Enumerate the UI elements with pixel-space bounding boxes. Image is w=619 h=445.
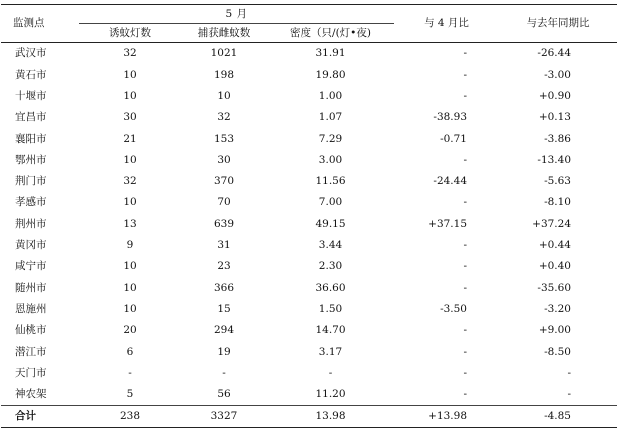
cell-site: 襄阳市 xyxy=(15,132,47,145)
cell-density: 1.07 xyxy=(318,111,343,124)
table-row xyxy=(1,384,617,406)
header-density: 密度（只/(灯•夜) xyxy=(267,24,394,43)
cell-female: 31 xyxy=(217,239,231,252)
cell-lamps: - xyxy=(128,366,132,379)
cell-density: 3.44 xyxy=(318,239,343,252)
table-row xyxy=(1,362,617,383)
table-row xyxy=(1,192,617,213)
mosquito-density-table xyxy=(1,4,617,428)
cell-vs-april: -0.71 xyxy=(440,132,467,145)
cell-density: 7.00 xyxy=(318,196,343,209)
table-row xyxy=(1,64,617,85)
cell-vs-last-year: -26.44 xyxy=(537,47,571,60)
cell-density: 49.15 xyxy=(315,217,346,230)
cell-lamps: 10 xyxy=(123,302,137,315)
table-body xyxy=(1,43,617,406)
total-label: 合计 xyxy=(1,406,79,428)
cell-female: 23 xyxy=(217,260,231,273)
cell-female: 70 xyxy=(217,196,231,209)
cell-lamps: 32 xyxy=(123,47,137,60)
cell-vs-april: - xyxy=(463,366,467,379)
cell-site: 黄冈市 xyxy=(15,239,47,252)
cell-density: 11.56 xyxy=(315,175,346,188)
table-row xyxy=(1,277,617,298)
cell-vs-last-year: -5.63 xyxy=(544,175,571,188)
header-vs-april: 与 4 月比 xyxy=(394,5,499,43)
cell-site: 十堰市 xyxy=(15,89,47,102)
cell-lamps: 13 xyxy=(123,217,137,230)
cell-female: 370 xyxy=(213,175,235,188)
header-row-top xyxy=(1,5,617,24)
cell-vs-last-year: -3.00 xyxy=(544,68,571,81)
cell-site: 仙桃市 xyxy=(15,324,47,337)
cell-vs-april: - xyxy=(463,196,467,209)
cell-female: 19 xyxy=(217,345,231,358)
table-row xyxy=(1,213,617,234)
cell-vs-april: - xyxy=(463,239,467,252)
table-row xyxy=(1,341,617,362)
cell-lamps: 32 xyxy=(123,175,137,188)
cell-vs-april: - xyxy=(463,281,467,294)
cell-density: 3.17 xyxy=(318,345,343,358)
cell-density: 11.20 xyxy=(315,388,346,401)
cell-site: 天门市 xyxy=(15,366,47,379)
cell-female: 1021 xyxy=(210,47,238,60)
cell-vs-april: - xyxy=(463,47,467,60)
cell-female: 15 xyxy=(217,302,231,315)
cell-site: 荆门市 xyxy=(15,175,47,188)
cell-vs-last-year: -35.60 xyxy=(537,281,571,294)
cell-density: 1.50 xyxy=(318,302,343,315)
cell-vs-last-year: +0.44 xyxy=(538,239,571,252)
cell-vs-april: - xyxy=(463,324,467,337)
cell-density: 14.70 xyxy=(315,324,346,337)
table-row xyxy=(1,86,617,107)
cell-vs-april: -3.50 xyxy=(440,302,467,315)
total-row xyxy=(1,406,617,428)
cell-vs-april: - xyxy=(463,153,467,166)
cell-female: 30 xyxy=(217,153,231,166)
cell-density: - xyxy=(328,366,333,379)
cell-lamps: 10 xyxy=(123,281,137,294)
cell-lamps: 10 xyxy=(123,89,137,102)
total-density: 13.98 xyxy=(267,406,394,428)
cell-site: 随州市 xyxy=(15,281,47,294)
header-lamps: 诱蚊灯数 xyxy=(79,24,181,43)
cell-vs-april: - xyxy=(463,260,467,273)
cell-site: 武汉市 xyxy=(15,47,47,60)
cell-lamps: 30 xyxy=(123,111,137,124)
cell-vs-last-year: - xyxy=(567,388,571,401)
table-row xyxy=(1,43,617,65)
cell-site: 咸宁市 xyxy=(15,260,47,273)
cell-vs-last-year: -3.86 xyxy=(544,132,571,145)
table-footer xyxy=(1,406,617,428)
header-month-group: 5 月 xyxy=(79,5,394,24)
cell-vs-april: +37.15 xyxy=(428,217,467,230)
cell-lamps: 20 xyxy=(123,324,137,337)
table-row xyxy=(1,320,617,341)
cell-lamps: 10 xyxy=(123,196,137,209)
cell-female: 32 xyxy=(217,111,231,124)
cell-female: 639 xyxy=(213,217,235,230)
cell-lamps: 5 xyxy=(126,388,134,401)
cell-lamps: 6 xyxy=(126,345,134,358)
header-site: 监测点 xyxy=(1,5,79,43)
cell-vs-april: -24.44 xyxy=(433,175,467,188)
cell-vs-last-year: -8.10 xyxy=(544,196,571,209)
cell-site: 神农架 xyxy=(15,388,47,401)
cell-site: 潜江市 xyxy=(15,345,47,358)
cell-lamps: 10 xyxy=(123,153,137,166)
cell-site: 鄂州市 xyxy=(15,153,47,166)
cell-site: 恩施州 xyxy=(15,302,47,315)
cell-vs-last-year: -3.20 xyxy=(544,302,571,315)
cell-vs-april: - xyxy=(463,345,467,358)
cell-vs-april: - xyxy=(463,89,467,102)
cell-female: 10 xyxy=(217,89,231,102)
cell-vs-april: - xyxy=(463,388,467,401)
cell-vs-last-year: +0.13 xyxy=(538,111,571,124)
cell-vs-last-year: +0.90 xyxy=(538,89,571,102)
cell-female: 294 xyxy=(213,324,235,337)
cell-vs-last-year: -8.50 xyxy=(544,345,571,358)
cell-female: 198 xyxy=(213,68,235,81)
header-vs-last-year: 与去年同期比 xyxy=(499,5,617,43)
cell-lamps: 9 xyxy=(126,239,134,252)
cell-density: 1.00 xyxy=(318,89,343,102)
cell-vs-last-year: +0.40 xyxy=(538,260,571,273)
cell-female: - xyxy=(222,366,226,379)
cell-vs-last-year: +9.00 xyxy=(538,324,571,337)
cell-female: 56 xyxy=(217,388,231,401)
cell-density: 3.00 xyxy=(318,153,343,166)
table-row xyxy=(1,107,617,128)
cell-lamps: 21 xyxy=(123,132,137,145)
cell-density: 31.91 xyxy=(315,47,346,60)
cell-vs-april: - xyxy=(463,68,467,81)
cell-lamps: 10 xyxy=(123,260,137,273)
table-row xyxy=(1,235,617,256)
table-row xyxy=(1,299,617,320)
cell-female: 153 xyxy=(213,132,235,145)
total-female: 3327 xyxy=(181,406,267,428)
cell-density: 19.80 xyxy=(315,68,346,81)
cell-density: 36.60 xyxy=(315,281,346,294)
cell-female: 366 xyxy=(213,281,235,294)
table-row xyxy=(1,171,617,192)
cell-density: 2.30 xyxy=(318,260,343,273)
cell-vs-last-year: -13.40 xyxy=(537,153,571,166)
table-row xyxy=(1,128,617,149)
table-row xyxy=(1,149,617,170)
table-header xyxy=(1,5,617,43)
cell-vs-april: -38.93 xyxy=(433,111,467,124)
total-lamps: 238 xyxy=(79,406,181,428)
cell-lamps: 10 xyxy=(123,68,137,81)
total-vs-april: +13.98 xyxy=(394,406,499,428)
total-vs-last-year: -4.85 xyxy=(499,406,617,428)
cell-density: 7.29 xyxy=(318,132,343,145)
cell-site: 荆州市 xyxy=(15,217,47,230)
cell-vs-last-year: +37.24 xyxy=(532,217,571,230)
cell-vs-last-year: - xyxy=(567,366,571,379)
header-female: 捕获雌蚊数 xyxy=(181,24,267,43)
cell-site: 黄石市 xyxy=(15,68,47,81)
cell-site: 孝感市 xyxy=(15,196,47,209)
cell-site: 宜昌市 xyxy=(15,111,47,124)
table-row xyxy=(1,256,617,277)
